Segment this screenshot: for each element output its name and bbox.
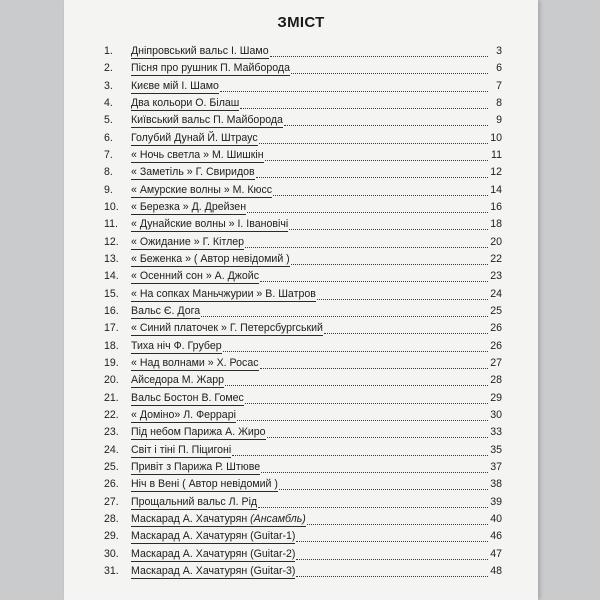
dotted-leader bbox=[223, 351, 488, 352]
entry-number: 6. bbox=[104, 131, 113, 144]
dotted-leader bbox=[259, 143, 488, 144]
entry-title-text: « Березка » Д. Дрейзен bbox=[131, 200, 247, 213]
entry-number: 18. bbox=[104, 339, 119, 352]
toc-entry bbox=[104, 407, 502, 424]
entry-title-text: « Синий платочек » Г. Петерсбургський bbox=[131, 322, 323, 335]
entry-title-text: Тиха ніч Ф. Грубер bbox=[131, 339, 222, 352]
entry-page-number: 3 bbox=[496, 45, 502, 57]
entry-title-text: « Заметіль » Г. Свиридов bbox=[131, 166, 255, 179]
entry-title bbox=[131, 390, 244, 406]
entry-title bbox=[131, 234, 244, 250]
entry-title-text: « Дунайские волны » І. Івановічі bbox=[131, 218, 289, 231]
toc-entry bbox=[104, 234, 502, 251]
toc-entry bbox=[104, 286, 502, 303]
toc-entry bbox=[104, 563, 502, 580]
toc-entry bbox=[104, 130, 502, 147]
entry-title-text: « Ожидание » Г. Кітлер bbox=[131, 235, 245, 248]
dotted-leader bbox=[256, 177, 488, 178]
entry-title-text: Маскарад А. Хачатурян (Guitar-2) bbox=[131, 547, 296, 560]
entry-title bbox=[131, 372, 224, 388]
entry-number: 17. bbox=[104, 322, 119, 335]
entry-title-text: Айседора М. Жарр bbox=[131, 374, 225, 387]
entry-title bbox=[131, 78, 219, 94]
entry-title bbox=[131, 476, 278, 492]
entry-title bbox=[131, 424, 266, 440]
entry-page-number: 48 bbox=[490, 564, 502, 577]
entry-page-number: 46 bbox=[490, 530, 502, 543]
table-of-contents bbox=[104, 43, 502, 580]
toc-entry bbox=[104, 216, 502, 233]
entry-page-number: 24 bbox=[490, 287, 502, 300]
dotted-leader bbox=[279, 489, 488, 490]
entry-title-text: « Над волнами » Х. Росас bbox=[131, 356, 259, 369]
entry-title bbox=[131, 511, 306, 527]
entry-number: 24. bbox=[104, 443, 119, 456]
toc-entry bbox=[104, 338, 502, 355]
dotted-leader bbox=[258, 507, 488, 508]
entry-page-number: 6 bbox=[496, 62, 502, 75]
dotted-leader bbox=[245, 247, 488, 248]
entry-number: 13. bbox=[104, 252, 119, 265]
toc-entry bbox=[104, 251, 502, 268]
entry-page-number: 12 bbox=[490, 166, 502, 179]
entry-page-number: 10 bbox=[490, 131, 502, 144]
entry-number: 7. bbox=[104, 148, 113, 161]
entry-title-text: Вальс Бостон В. Гомес bbox=[131, 391, 244, 404]
entry-title bbox=[131, 95, 239, 111]
entry-title-text: « Осенний сон » А. Джойс bbox=[131, 270, 259, 283]
entry-page-number: 26 bbox=[490, 322, 502, 335]
entry-page-number: 26 bbox=[490, 339, 502, 352]
entry-page-number: 18 bbox=[490, 218, 502, 231]
entry-number: 12. bbox=[104, 235, 119, 248]
entry-number: 1. bbox=[104, 45, 113, 57]
dotted-leader bbox=[324, 333, 488, 334]
entry-title-text: Прощальний вальс Л. Рід bbox=[131, 495, 258, 508]
entry-title-text: « Беженка » ( Автор невідомий ) bbox=[131, 252, 290, 265]
toc-entry bbox=[104, 442, 502, 459]
dotted-leader bbox=[220, 91, 488, 92]
entry-title bbox=[131, 528, 295, 544]
entry-title bbox=[131, 251, 290, 267]
entry-title bbox=[131, 563, 295, 579]
entry-number: 14. bbox=[104, 270, 119, 283]
entry-number: 8. bbox=[104, 166, 113, 179]
entry-number: 16. bbox=[104, 304, 119, 317]
entry-title bbox=[131, 355, 259, 371]
entry-page-number: 30 bbox=[490, 408, 502, 421]
dotted-leader bbox=[265, 160, 488, 161]
dotted-leader bbox=[260, 281, 488, 282]
entry-page-number: 28 bbox=[490, 374, 502, 387]
entry-page-number: 20 bbox=[490, 235, 502, 248]
toc-entry bbox=[104, 320, 502, 337]
entry-title bbox=[131, 268, 259, 284]
dotted-leader bbox=[273, 195, 488, 196]
entry-title-text: Києве мій І. Шамо bbox=[131, 79, 219, 92]
entry-title bbox=[131, 112, 283, 128]
entry-page-number: 29 bbox=[490, 391, 502, 404]
dotted-leader bbox=[296, 541, 488, 542]
entry-number: 22. bbox=[104, 408, 119, 421]
entry-title-text: Маскарад А. Хачатурян (Guitar-1) bbox=[131, 530, 296, 543]
entry-title bbox=[131, 130, 258, 146]
entry-title-text: Голубий Дунай Й. Штраус bbox=[131, 131, 258, 144]
dotted-leader bbox=[237, 420, 488, 421]
entry-title-text: Пісня про рушник П. Майборода bbox=[131, 62, 291, 75]
toc-entry bbox=[104, 112, 502, 129]
toc-entry bbox=[104, 164, 502, 181]
entry-page-number: 14 bbox=[490, 183, 502, 196]
entry-number: 9. bbox=[104, 183, 113, 196]
entry-title bbox=[131, 286, 316, 302]
entry-title-text: « Доміно» Л. Феррарі bbox=[131, 408, 236, 421]
dotted-leader bbox=[247, 212, 488, 213]
toc-entry bbox=[104, 424, 502, 441]
entry-page-number: 35 bbox=[490, 443, 502, 456]
entry-title bbox=[131, 60, 290, 76]
dotted-leader bbox=[296, 559, 488, 560]
dotted-leader bbox=[225, 385, 488, 386]
dotted-leader bbox=[296, 576, 488, 577]
toc-entry bbox=[104, 43, 502, 60]
toc-entry bbox=[104, 60, 502, 77]
entry-number: 29. bbox=[104, 530, 119, 543]
toc-entry bbox=[104, 546, 502, 563]
entry-page-number: 25 bbox=[490, 304, 502, 317]
entry-title bbox=[131, 182, 272, 198]
entry-title-text: Два кольори О. Білаш bbox=[131, 96, 240, 109]
dotted-leader bbox=[289, 229, 488, 230]
toc-entry bbox=[104, 494, 502, 511]
entry-number: 27. bbox=[104, 495, 119, 508]
toc-entry bbox=[104, 303, 502, 320]
dotted-leader bbox=[291, 73, 488, 74]
entry-title-note: (Ансамбль) bbox=[250, 512, 306, 525]
entry-number: 23. bbox=[104, 426, 119, 439]
toc-entry bbox=[104, 390, 502, 407]
entry-number: 10. bbox=[104, 200, 119, 213]
toc-entry bbox=[104, 147, 502, 164]
entry-title-text: « Ночь светла » М. Шишкін bbox=[131, 148, 264, 161]
entry-number: 25. bbox=[104, 460, 119, 473]
entry-title-text: Вальс Є. Дога bbox=[131, 304, 201, 317]
entry-title-text: Київський вальс П. Майборода bbox=[131, 114, 283, 127]
entry-title-text: Під небом Парижа А. Жиро bbox=[131, 426, 266, 439]
entry-number: 15. bbox=[104, 287, 119, 300]
dotted-leader bbox=[240, 108, 488, 109]
dotted-leader bbox=[201, 316, 488, 317]
entry-page-number: 47 bbox=[490, 547, 502, 560]
dotted-leader bbox=[267, 437, 488, 438]
page-title: ЗМІСТ bbox=[277, 14, 325, 31]
dotted-leader bbox=[270, 56, 488, 57]
entry-title-text: Дніпровський вальс І. Шамо bbox=[131, 45, 269, 57]
entry-title-text: Маскарад А. Хачатурян (Guitar-3) bbox=[131, 564, 296, 577]
entry-page-number: 27 bbox=[490, 356, 502, 369]
entry-page-number: 37 bbox=[490, 460, 502, 473]
toc-entry bbox=[104, 459, 502, 476]
entry-page-number: 16 bbox=[490, 200, 502, 213]
dotted-leader bbox=[261, 472, 488, 473]
entry-number: 3. bbox=[104, 79, 113, 92]
entry-number: 30. bbox=[104, 547, 119, 560]
entry-title bbox=[131, 546, 295, 562]
entry-title bbox=[131, 442, 231, 458]
entry-title bbox=[131, 407, 236, 423]
toc-entry bbox=[104, 372, 502, 389]
entry-title bbox=[131, 43, 269, 59]
entry-number: 20. bbox=[104, 374, 119, 387]
entry-title bbox=[131, 338, 222, 354]
entry-page-number: 8 bbox=[496, 96, 502, 109]
dotted-leader bbox=[245, 403, 488, 404]
entry-number: 4. bbox=[104, 96, 113, 109]
toc-entry bbox=[104, 476, 502, 493]
toc-entry bbox=[104, 511, 502, 528]
dotted-leader bbox=[284, 125, 488, 126]
toc-entry bbox=[104, 199, 502, 216]
entry-title bbox=[131, 164, 255, 180]
entry-title-text: « На сопках Маньчжурии » В. Шатров bbox=[131, 287, 316, 300]
entry-number: 11. bbox=[104, 218, 118, 231]
entry-number: 21. bbox=[104, 391, 119, 404]
entry-title bbox=[131, 459, 260, 475]
dotted-leader bbox=[232, 455, 488, 456]
entry-title bbox=[131, 216, 288, 232]
entry-number: 19. bbox=[104, 356, 119, 369]
dotted-leader bbox=[260, 368, 488, 369]
toc-entry bbox=[104, 355, 502, 372]
entry-title-text: Ніч в Вені ( Автор невідомий ) bbox=[131, 478, 278, 491]
entry-title bbox=[131, 199, 246, 215]
entry-title-text: Світ і тіні П. Піцигоні bbox=[131, 443, 232, 456]
dotted-leader bbox=[307, 524, 488, 525]
entry-page-number: 39 bbox=[490, 495, 502, 508]
entry-number: 5. bbox=[104, 114, 113, 127]
entry-page-number: 11 bbox=[491, 148, 502, 161]
document-page bbox=[64, 0, 538, 600]
entry-title-text: Привіт з Парижа Р. Штюве bbox=[131, 460, 261, 473]
entry-page-number: 38 bbox=[490, 478, 502, 491]
entry-title bbox=[131, 494, 257, 510]
entry-page-number: 7 bbox=[496, 79, 502, 92]
entry-title bbox=[131, 320, 323, 336]
entry-title bbox=[131, 303, 200, 319]
entry-title-text: « Амурские волны » М. Кюсс bbox=[131, 183, 273, 196]
toc-entry bbox=[104, 528, 502, 545]
entry-page-number: 23 bbox=[490, 270, 502, 283]
entry-page-number: 40 bbox=[490, 512, 502, 525]
dotted-leader bbox=[291, 264, 488, 265]
entry-page-number: 9 bbox=[496, 114, 502, 127]
toc-entry bbox=[104, 182, 502, 199]
toc-entry bbox=[104, 78, 502, 95]
entry-number: 26. bbox=[104, 478, 119, 491]
entry-page-number: 22 bbox=[490, 252, 502, 265]
toc-entry bbox=[104, 268, 502, 285]
entry-title-text: Маскарад А. Хачатурян bbox=[131, 512, 248, 525]
dotted-leader bbox=[317, 299, 488, 300]
entry-title bbox=[131, 147, 264, 163]
entry-number: 2. bbox=[104, 62, 113, 75]
entry-number: 28. bbox=[104, 512, 119, 525]
entry-number: 31. bbox=[104, 564, 119, 577]
toc-entry bbox=[104, 95, 502, 112]
entry-page-number: 33 bbox=[490, 426, 502, 439]
